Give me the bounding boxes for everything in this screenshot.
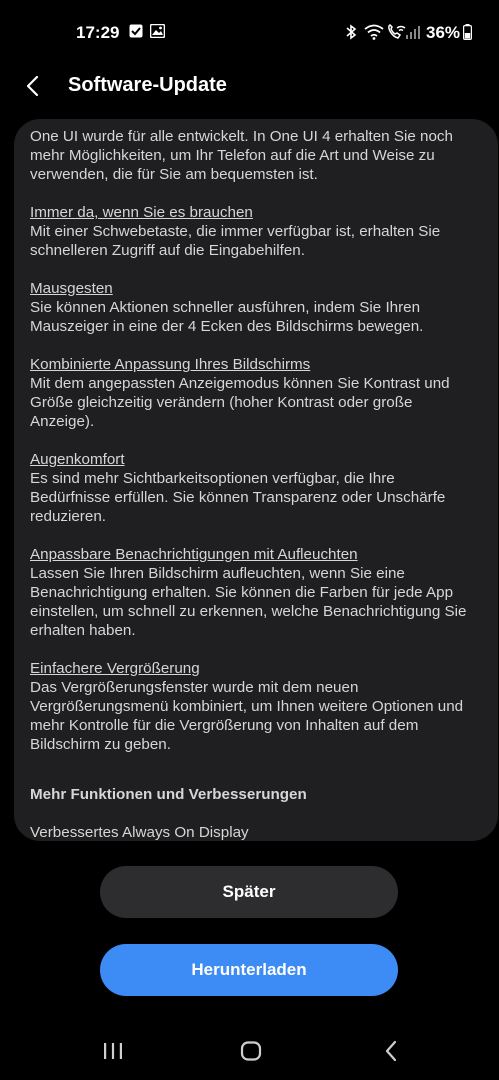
status-bar [0, 0, 499, 66]
section-title: Mausgesten [30, 280, 113, 297]
section-title: Kombinierte Anpassung Ihres Bildschirms [30, 356, 311, 373]
later-button[interactable]: Später [100, 866, 398, 918]
battery-icon [463, 24, 472, 45]
more-features-heading: Mehr Funktionen und Verbesserungen [30, 786, 307, 803]
section-body: Lassen Sie Ihren Bildschirm aufleuchten, wenn Sie eine Benachrichtigung erhalten. Sie können die Farben für jede App einstellen, um schnell zu erkennen, welche Benachrichtigung Sie erhalten haben. [30, 565, 467, 639]
section-title: Anpassbare Benachrichtigungen mit Aufleuchten [30, 546, 358, 563]
battery-percentage: 36% [426, 23, 461, 42]
section-body: Mit einer Schwebetaste, die immer verfügbar ist, erhalten Sie schnelleren Zugriff auf die Eingabehilfen. [30, 223, 441, 259]
back-button[interactable] [20, 72, 48, 100]
back-nav-icon[interactable] [382, 1040, 402, 1067]
app-header [0, 66, 499, 122]
download-button[interactable]: Herunterladen [100, 944, 398, 996]
signal-icon [406, 24, 420, 45]
wifi-calling-icon [386, 24, 406, 45]
release-notes-content [30, 127, 478, 841]
section-title: Augenkomfort [30, 451, 125, 468]
section-body: Es sind mehr Sichtbarkeitsoptionen verfügbar, die Ihre Bedürfnisse erfüllen. Sie können Transparenz oder Unschärfe reduzieren. [30, 470, 446, 525]
home-icon[interactable] [240, 1041, 262, 1066]
more-features-item: Verbessertes Always On Display [30, 824, 249, 841]
section-body: Sie können Aktionen schneller ausführen, indem Sie Ihren Mauszeiger in eine der 4 Ecken des Bildschirms bewegen. [30, 299, 424, 335]
page-title: Software-Update [68, 74, 227, 96]
recent-apps-icon[interactable] [102, 1041, 124, 1066]
bluetooth-icon [345, 24, 357, 45]
checkbox-notification-icon [129, 24, 143, 43]
back-arrow-icon [20, 72, 48, 100]
status-time: 17:29 [76, 23, 120, 42]
section-body: Mit dem angepassten Anzeigemodus können Sie Kontrast und Größe gleichzeitig verändern (hoher Kontrast oder große Anzeige). [30, 375, 450, 430]
navigation-bar [0, 1026, 499, 1080]
release-notes-panel[interactable] [14, 119, 498, 841]
section-title: Einfachere Vergrößerung [30, 660, 200, 677]
intro-text: One UI wurde für alle entwickelt. In One UI 4 erhalten Sie noch mehr Möglichkeiten, um Ihr Telefon auf die Art und Weise zu verwenden, die für Sie am bequemsten ist. [30, 128, 453, 183]
gallery-notification-icon [150, 24, 165, 43]
wifi-icon [364, 24, 384, 45]
section-body: Das Vergrößerungsfenster wurde mit dem neuen Vergrößerungsmenü kombiniert, um Ihnen weitere Optionen und mehr Kontrolle für die Vergrößerung von Inhalten auf dem Bildschirm zu geben. [30, 679, 464, 753]
section-title: Immer da, wenn Sie es brauchen [30, 204, 253, 221]
